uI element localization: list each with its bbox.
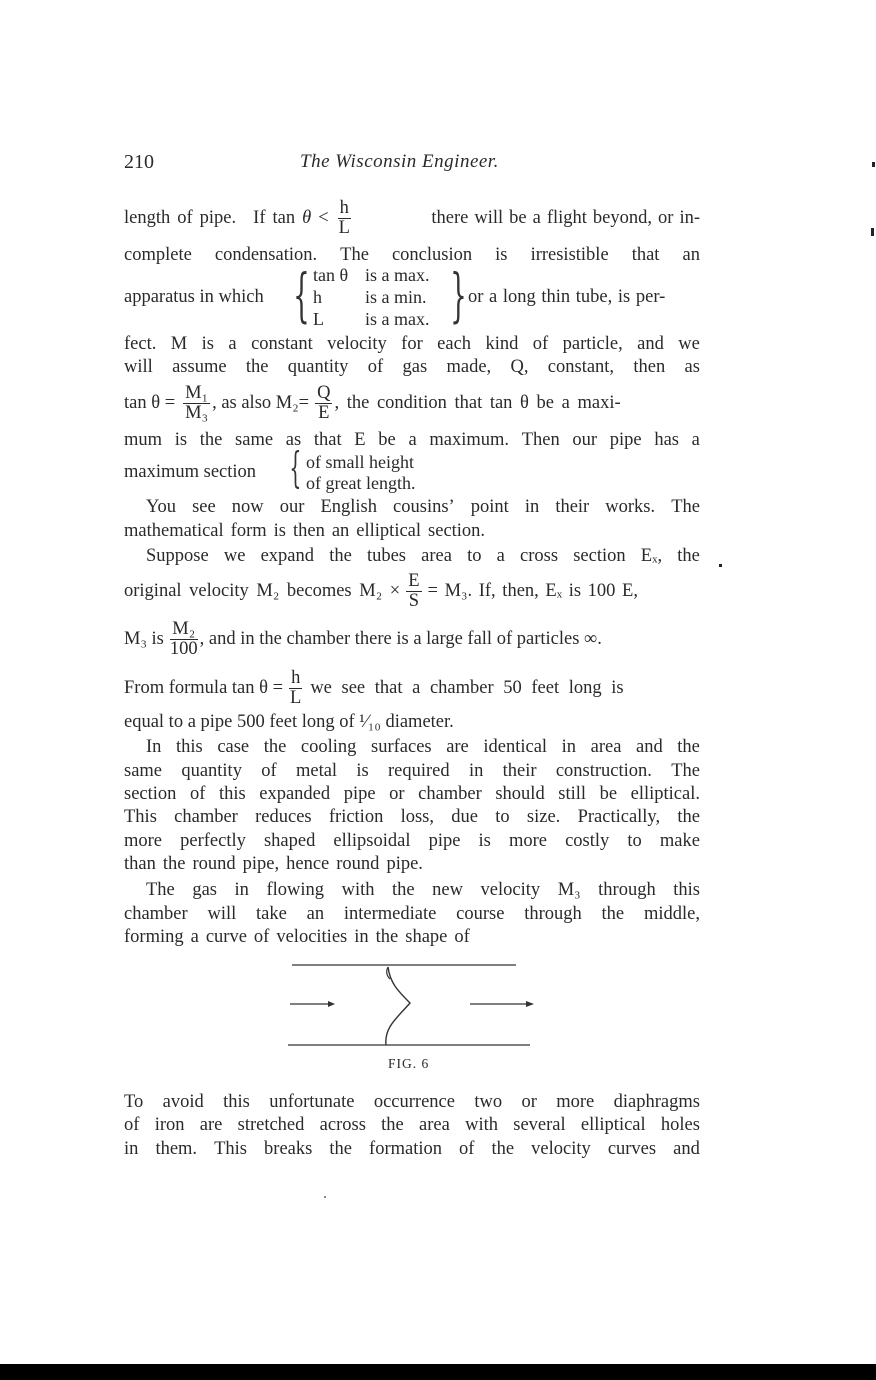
word: occurrence	[373, 1092, 455, 1112]
word: is	[201, 334, 214, 354]
word: as	[285, 430, 302, 450]
brace-text: is a max.	[365, 265, 430, 285]
word: complete	[124, 245, 192, 265]
word: The	[671, 497, 700, 517]
word: take	[256, 904, 287, 924]
word: has	[654, 430, 679, 450]
word: θ	[302, 208, 312, 228]
word: expanded	[259, 784, 331, 804]
word: this	[176, 737, 203, 757]
word: are	[199, 1115, 223, 1135]
fraction	[406, 572, 421, 611]
brace-row	[365, 287, 427, 308]
equation-tail: , the condition that tan θ be a maxi-	[334, 392, 621, 413]
word: This	[214, 1139, 247, 1159]
word: an	[306, 904, 325, 924]
word: to	[627, 831, 642, 851]
brace-row: of small height	[306, 452, 414, 472]
word: be	[599, 784, 618, 804]
word: in	[234, 880, 249, 900]
word: velocity	[327, 334, 387, 354]
word: we	[223, 546, 246, 566]
word: see	[192, 497, 216, 517]
text-line	[124, 760, 700, 782]
word: quantity	[181, 761, 242, 781]
word: and	[637, 334, 664, 354]
word: section	[573, 546, 626, 566]
word: across	[319, 1115, 366, 1135]
word: be	[378, 430, 396, 450]
word: of	[261, 761, 277, 781]
word: friction	[328, 807, 384, 827]
word: gas	[402, 357, 428, 377]
word: intermediate	[343, 904, 437, 924]
word: an	[331, 521, 350, 541]
word: costly	[565, 831, 610, 851]
text-line	[124, 429, 700, 451]
word: of	[459, 1139, 475, 1159]
fraction-numerator: E	[408, 570, 420, 591]
word: beyond,	[592, 208, 653, 228]
word: works.	[605, 497, 656, 517]
word: through	[598, 880, 656, 900]
fraction	[183, 384, 210, 423]
word: to	[467, 546, 482, 566]
word: that	[631, 245, 660, 265]
brace-row	[313, 309, 324, 330]
word: pipe.	[199, 208, 237, 228]
fraction-denominator: M₃	[185, 402, 209, 423]
text-line	[124, 244, 700, 266]
word: Then	[521, 430, 560, 450]
brace-row	[313, 265, 348, 286]
word: that	[313, 430, 342, 450]
word: gas	[192, 880, 217, 900]
word: M₃	[557, 880, 581, 900]
word: more	[556, 1092, 595, 1112]
word: point	[470, 497, 509, 517]
text-line	[124, 356, 700, 378]
word: of	[532, 334, 549, 354]
equation-post: = M₃. If, then, Eₓ is 100 E,	[427, 580, 638, 601]
word: their	[502, 761, 537, 781]
word: expand	[260, 546, 315, 566]
word: The	[340, 245, 369, 265]
word: of	[189, 784, 206, 804]
fraction-denominator: L	[290, 687, 302, 708]
word: of	[124, 1115, 140, 1135]
word: the	[677, 807, 700, 827]
equation-pre: M₃ is	[124, 628, 164, 649]
word: should	[495, 784, 545, 804]
word: as	[684, 357, 700, 377]
word: this	[673, 880, 700, 900]
text-line	[146, 496, 700, 518]
word: reduces	[255, 807, 312, 827]
word: velocity	[480, 880, 541, 900]
word: new	[432, 880, 463, 900]
word: of	[177, 208, 193, 228]
word: with	[465, 1115, 498, 1135]
scan-speck	[324, 1196, 326, 1198]
word: Eₓ,	[640, 546, 663, 566]
word: shape	[405, 927, 448, 947]
word: for	[401, 334, 423, 354]
fraction-numerator: M₁	[185, 382, 209, 403]
word: the	[329, 546, 352, 566]
word: hence	[286, 854, 330, 874]
word: made,	[446, 357, 492, 377]
word: an	[682, 245, 700, 265]
word: shaped	[263, 831, 316, 851]
text-line	[146, 736, 700, 758]
text-line	[124, 783, 700, 805]
word: stretched	[237, 1115, 305, 1135]
velocity-curve-figure	[280, 955, 550, 1055]
word: will	[124, 357, 153, 377]
word: elliptical	[356, 521, 422, 541]
fraction-numerator: Q	[317, 382, 331, 403]
word: pipe	[343, 784, 376, 804]
fraction	[170, 620, 198, 659]
word: then	[633, 357, 666, 377]
equation-post: we see that a chamber 50 feet long is	[310, 677, 624, 698]
word: cooling	[300, 737, 357, 757]
word: is	[174, 430, 188, 450]
word: particle,	[562, 334, 623, 354]
equation-line	[124, 379, 700, 427]
word: will	[207, 904, 237, 924]
fraction	[338, 199, 351, 238]
word: a	[532, 208, 541, 228]
word: case	[217, 737, 250, 757]
word: them.	[155, 1139, 198, 1159]
word: mathematical	[124, 521, 224, 541]
fraction-denominator: E	[318, 402, 330, 423]
word: To	[124, 1092, 144, 1112]
word: metal	[295, 761, 338, 781]
word: breaks	[264, 1139, 313, 1159]
word: in-	[679, 208, 700, 228]
word: the	[392, 880, 415, 900]
text-line	[124, 903, 700, 925]
text-line	[124, 853, 700, 875]
word: This	[124, 807, 157, 827]
brace-row	[365, 265, 430, 286]
word: mum	[124, 430, 163, 450]
word: flight	[546, 208, 587, 228]
maximum-section-label: maximum section	[124, 462, 257, 482]
word: than	[124, 854, 156, 874]
word: Q,	[510, 357, 529, 377]
word: two	[474, 1092, 503, 1112]
word: constant	[251, 334, 313, 354]
word: identical	[483, 737, 548, 757]
word: are	[446, 737, 469, 757]
word: quantity	[287, 357, 349, 377]
word: Practically,	[577, 807, 661, 827]
word: middle,	[643, 904, 700, 924]
word: iron	[154, 1115, 185, 1135]
word: flowing	[266, 880, 325, 900]
word: the	[381, 1115, 404, 1135]
word: a	[190, 927, 199, 947]
word: of	[253, 927, 270, 947]
word: in	[561, 737, 577, 757]
word: through	[524, 904, 582, 924]
word: then	[292, 521, 325, 541]
word: the	[601, 904, 625, 924]
word: will	[474, 208, 504, 228]
text-line	[124, 806, 700, 828]
equation-post: , and in the chamber there is a large fall of particles ∞.	[199, 628, 602, 649]
equation-line	[124, 615, 700, 663]
brace-text: is a max.	[365, 309, 430, 329]
word: elliptical	[580, 1115, 646, 1135]
fraction-denominator: 100	[169, 638, 198, 659]
text-line	[124, 1091, 700, 1113]
text-line	[146, 879, 700, 901]
text-line	[146, 545, 700, 567]
word: is	[273, 521, 286, 541]
word: in	[354, 927, 369, 947]
word: the	[199, 430, 223, 450]
arrowhead-icon	[328, 1001, 335, 1007]
word: more	[508, 831, 547, 851]
word: this	[218, 784, 246, 804]
word: section	[124, 784, 177, 804]
word: unfortunate	[269, 1092, 355, 1112]
word: course	[456, 904, 505, 924]
word: due	[451, 807, 478, 827]
scan-bottom-edge	[0, 1364, 876, 1380]
word: or	[658, 208, 674, 228]
scan-speck	[719, 564, 722, 567]
text-line	[124, 1138, 700, 1160]
word: same	[124, 761, 163, 781]
fraction-denominator: L	[338, 217, 350, 238]
word: fect.	[124, 334, 157, 354]
word: conclusion	[391, 245, 473, 265]
word: pipe	[609, 430, 642, 450]
word: is	[356, 761, 369, 781]
arrowhead-icon	[526, 1001, 534, 1007]
line-segment	[431, 207, 700, 229]
word: and	[673, 1139, 700, 1159]
word: more	[124, 831, 163, 851]
fraction	[289, 669, 302, 708]
word: velocity	[531, 1139, 591, 1159]
text-line	[124, 520, 700, 542]
word: the	[375, 927, 399, 947]
word: construction.	[555, 761, 652, 781]
brace-row	[313, 287, 322, 308]
word: and	[635, 737, 663, 757]
text-line	[124, 333, 700, 355]
word: now	[231, 497, 264, 517]
apparatus-tail: or a long thin tube, is per-	[468, 287, 666, 307]
word: assume	[172, 357, 227, 377]
word: the	[245, 357, 269, 377]
word: of	[367, 357, 384, 377]
fraction-denominator: S	[408, 590, 420, 611]
fraction-numerator: h	[339, 197, 349, 218]
word: perfectly	[180, 831, 246, 851]
word: chamber	[174, 807, 238, 827]
word: several	[513, 1115, 566, 1135]
word: avoid	[162, 1092, 204, 1112]
word: make	[659, 831, 700, 851]
word: a	[496, 546, 505, 566]
word: a	[408, 430, 417, 450]
brace-var: L	[313, 309, 324, 329]
word: a	[691, 430, 700, 450]
word: M	[170, 334, 188, 354]
word: in	[124, 1139, 139, 1159]
word: area	[421, 546, 452, 566]
left-brace: {	[289, 443, 302, 492]
text-line	[124, 1114, 700, 1136]
word: still	[558, 784, 587, 804]
word: there	[431, 208, 469, 228]
word: their	[555, 497, 590, 517]
word: You	[146, 497, 177, 517]
scan-speck	[872, 162, 875, 167]
right-brace: }	[450, 261, 467, 329]
running-title: The Wisconsin Engineer.	[300, 151, 499, 172]
word: in	[468, 761, 484, 781]
word: the	[491, 1139, 515, 1159]
text-line	[124, 926, 700, 948]
word: the	[329, 1139, 352, 1159]
word: to	[495, 807, 510, 827]
word: maximum.	[429, 430, 510, 450]
word: loss,	[400, 807, 435, 827]
text-line	[124, 830, 700, 852]
word: tan	[272, 208, 296, 228]
brace-row: of great length.	[306, 473, 416, 493]
equation-line	[124, 664, 700, 712]
word: we	[678, 334, 700, 354]
word: chamber	[418, 784, 482, 804]
equation-pre: From formula tan θ =	[124, 677, 284, 698]
word: required	[388, 761, 450, 781]
word: this	[223, 1092, 250, 1112]
word: irresistible	[530, 245, 609, 265]
word: size.	[526, 807, 561, 827]
word: The	[671, 761, 700, 781]
word: each	[437, 334, 472, 354]
word: area	[590, 737, 622, 757]
word: the	[162, 854, 186, 874]
word: curves	[607, 1139, 657, 1159]
word: The	[146, 880, 175, 900]
word: round	[192, 854, 236, 874]
brace-text: is a min.	[365, 287, 427, 307]
scan-speck	[871, 228, 874, 236]
word: velocities	[276, 927, 348, 947]
word: section.	[428, 521, 486, 541]
fraction-numerator: h	[291, 667, 301, 688]
word: is	[478, 831, 491, 851]
word: with	[341, 880, 375, 900]
word: elliptical.	[630, 784, 700, 804]
word: In	[146, 737, 162, 757]
word: ellipsoidal	[333, 831, 411, 851]
text-line: equal to a pipe 500 feet long of ¹⁄₁₀ diameter.	[124, 712, 454, 732]
word: kind	[485, 334, 519, 354]
word: same	[235, 430, 274, 450]
word: our	[572, 430, 598, 450]
brace-var: h	[313, 287, 322, 307]
word: round	[336, 854, 380, 874]
equation-line	[124, 567, 700, 615]
fraction-numerator: M₂	[170, 620, 198, 640]
word: diaphragms	[613, 1092, 700, 1112]
word: tubes	[366, 546, 407, 566]
text-line	[124, 196, 700, 240]
equation-mid: , as also M₂=	[212, 392, 310, 413]
word: If	[253, 208, 266, 228]
word: the	[677, 546, 700, 566]
line-segment	[124, 199, 353, 238]
left-brace: {	[293, 261, 310, 329]
word: length	[124, 208, 171, 228]
page-number: 210	[124, 151, 154, 173]
word: E	[354, 430, 366, 450]
word: is	[495, 245, 508, 265]
word: a	[228, 334, 237, 354]
word: pipe,	[242, 854, 280, 874]
word: chamber	[124, 904, 188, 924]
apparatus-label: apparatus in which	[124, 287, 264, 307]
word: the	[677, 737, 700, 757]
word: forming	[124, 927, 184, 947]
word: or	[389, 784, 405, 804]
word: formation	[369, 1139, 442, 1159]
word: cross	[520, 546, 559, 566]
figure-caption: FIG. 6	[388, 1056, 430, 1071]
word: English	[320, 497, 377, 517]
word: be	[509, 208, 527, 228]
word: cousins’	[393, 497, 455, 517]
equation-lhs: tan θ =	[124, 392, 176, 413]
word: condensation.	[214, 245, 318, 265]
word: constant,	[547, 357, 615, 377]
equation-pre: original velocity M₂ becomes M₂ ×	[124, 580, 401, 601]
word: Suppose	[146, 546, 209, 566]
word: or	[521, 1092, 537, 1112]
word: pipe	[428, 831, 461, 851]
word: <	[318, 208, 329, 228]
word: the	[263, 737, 287, 757]
word: our	[279, 497, 305, 517]
word: holes	[660, 1115, 700, 1135]
fraction	[315, 384, 332, 423]
word: of	[454, 927, 470, 947]
word: surfaces	[371, 737, 432, 757]
word: in	[524, 497, 540, 517]
word: area	[419, 1115, 450, 1135]
word: pipe.	[386, 854, 423, 874]
word: curve	[205, 927, 247, 947]
brace-row	[365, 309, 430, 330]
word: form	[230, 521, 267, 541]
brace-var: tan θ	[313, 265, 349, 285]
